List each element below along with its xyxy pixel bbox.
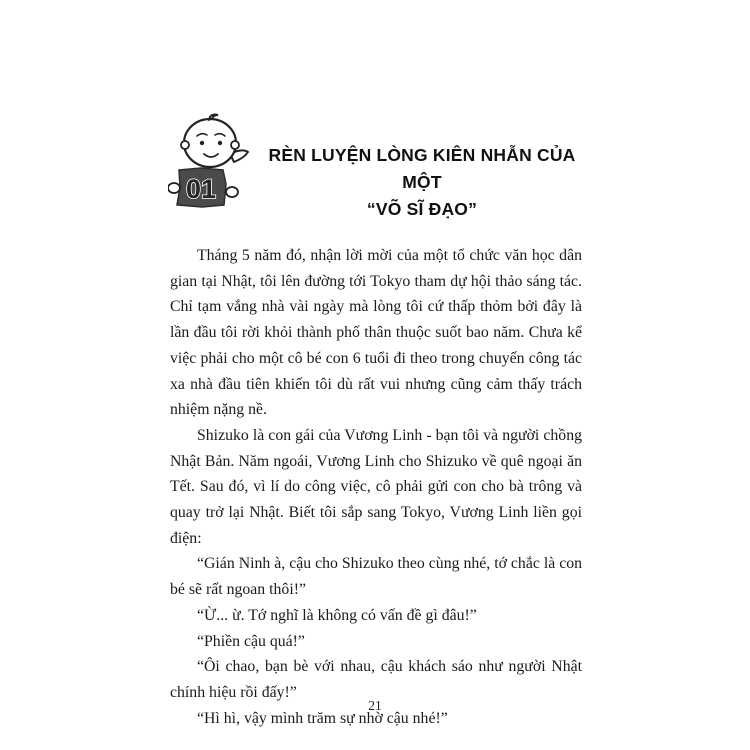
- chapter-title-line2: “VÕ SĨ ĐẠO”: [366, 199, 478, 219]
- baby-ear-left: [181, 141, 189, 149]
- page-number: 21: [368, 698, 382, 713]
- baby-hand-right: [226, 187, 238, 197]
- paragraph-1: Tháng 5 năm đó, nhận lời mời của một tổ chức văn học dân gian tại Nhật, tôi lên đường tới Tokyo tham dự hội thảo sáng tác. Chỉ tạm vắng nhà vài ngày mà lòng tôi cứ thấp thỏm bởi đây là lần đầu tôi rời khỏi thành phố thân thuộc suốt bao năm. Chưa kể việc phải cho một cô bé con 6 tuổi đi theo trong chuyến công tác xa nhà đầu tiên khiến tôi dù rất vui nhưng cũng cảm thấy trách nhiệm nặng nề.: [170, 247, 582, 419]
- baby-ear-right: [231, 141, 239, 149]
- chapter-header: [168, 112, 588, 223]
- chapter-body: [170, 243, 582, 731]
- page-footer: [0, 697, 750, 715]
- chapter-title: [256, 142, 588, 223]
- chapter-title-line1: RÈN LUYỆN LÒNG KIÊN NHẪN CỦA MỘT: [268, 145, 576, 192]
- baby-eye-left: [200, 141, 204, 145]
- baby-eye-right: [218, 141, 222, 145]
- paragraph-4: “Ừ... ừ. Tớ nghĩ là không có vấn đề gì đâu!”: [197, 606, 477, 624]
- baby-icon: [168, 112, 252, 214]
- paragraph-3: “Gián Ninh à, cậu cho Shizuko theo cùng nhé, tớ chắc là con bé sẽ rất ngoan thôi!”: [170, 555, 582, 599]
- baby-head: [184, 119, 236, 167]
- paragraph-2: Shizuko là con gái của Vương Linh - bạn tôi và người chồng Nhật Bản. Năm ngoái, Vương Linh cho Shizuko về quê ngoại ăn Tết. Sau đó, vì lí do công việc, cô phải gửi con cho bà trông và quay trở lại Nhật. Biết tôi sắp sang Tokyo, Vương Linh liền gọi điện:: [170, 426, 582, 547]
- baby-hand-left: [168, 183, 180, 193]
- chapter-number: 01: [185, 174, 217, 204]
- paragraph-6: “Ôi chao, bạn bè với nhau, cậu khách sáo như người Nhật chính hiệu rồi đấy!”: [170, 658, 582, 701]
- paragraph-7: “Hì hì, vậy mình trăm sự nhờ cậu nhé!”: [197, 709, 448, 727]
- paragraph-5: “Phiền cậu quá!”: [197, 632, 305, 650]
